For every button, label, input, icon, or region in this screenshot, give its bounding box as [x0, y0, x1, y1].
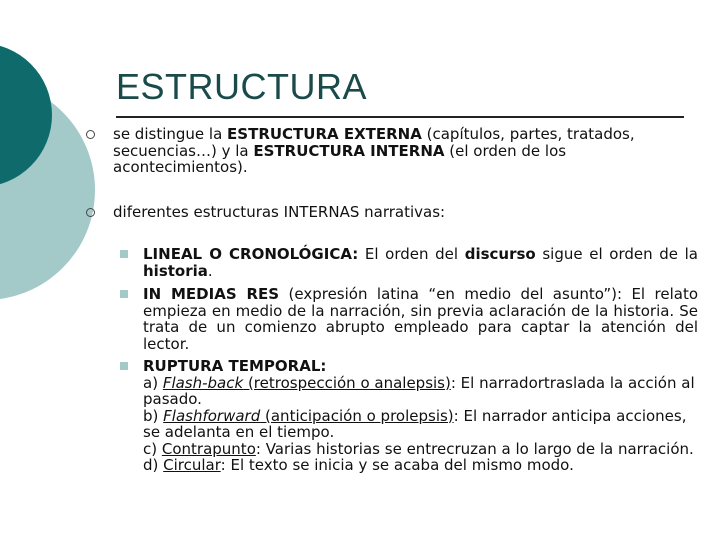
- sub-bullet-in-medias-res: IN MEDIAS RES (expresión latina “en medio del asunto”): El relato empieza en medio de la narración, sin previa aclaración de la historia. Se trata de un comienzo abrupto empleado para captar la atención del lector.: [143, 285, 699, 353]
- sub-bullet-square-icon: [120, 250, 128, 258]
- ruptura-item-d: d) Circular: El texto se inicia y se acaba del mismo modo.: [143, 456, 574, 474]
- ruptura-item-c: c) Contrapunto: Varias historias se entrecruzan a lo largo de la narración.: [143, 439, 694, 458]
- sub-bullet-square-icon: [120, 290, 128, 298]
- sub-bullet-lineal: LINEAL O CRONOLÓGICA: El orden del discurso sigue el orden de la historia.: [143, 245, 698, 280]
- sub-bullet-square-icon: [120, 362, 128, 370]
- ruptura-item-b: b) Flashforward (anticipación o prolepsis): El narrador anticipa acciones, se adelanta en el tiempo.: [143, 406, 687, 441]
- ruptura-heading: RUPTURA TEMPORAL:: [143, 357, 327, 375]
- slide-title: ESTRUCTURA: [116, 66, 368, 107]
- bullet-ring-icon: [86, 130, 95, 139]
- sub-bullet-ruptura-temporal: [143, 358, 698, 474]
- ruptura-item-a: a) Flash-back (retrospección o analepsis): El narradortraslada la acción al pasado.: [143, 373, 695, 408]
- bullet-ring-icon: [86, 208, 95, 217]
- bullet-estructura-externa-interna: se distingue la ESTRUCTURA EXTERNA (capítulos, partes, tratados, secuencias…) y la ESTRUCTURA INTERNA (el orden de los acontecimientos).: [113, 125, 635, 176]
- title-divider: [116, 116, 684, 118]
- decorative-circles: [0, 0, 120, 300]
- bullet-estructuras-internas: diferentes estructuras INTERNAS narrativas:: [113, 203, 446, 221]
